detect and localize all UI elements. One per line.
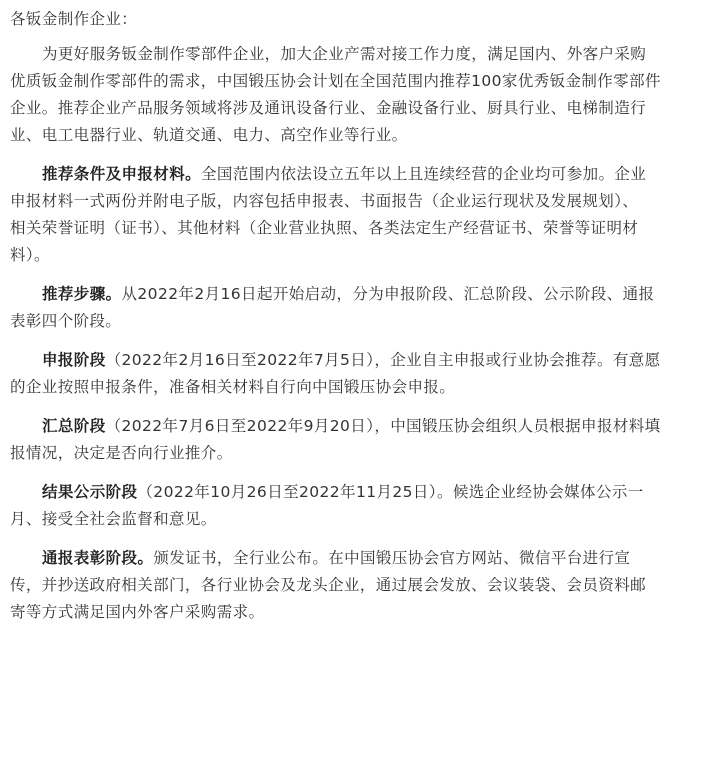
steps-heading: 推荐步骤。 [42, 285, 122, 303]
intro-line: 企业。推荐企业产品服务领域将涉及通讯设备行业、金融设备行业、厨具行业、电梯制造行 [10, 99, 647, 117]
intro-line: 业、电工电器行业、轨道交通、电力、高空作业等行业。 [10, 126, 408, 144]
intro-line: 为更好服务钣金制作零部件企业，加大企业产需对接工作力度，满足国内、外客户采购 [42, 45, 647, 63]
stage-summary-text: （2022年7月6日至2022年9月20日），中国锻压协会组织人员根据申报材料填 [105, 417, 661, 435]
conditions-first-line [10, 161, 695, 188]
stage-apply-paragraph [10, 347, 695, 401]
intro-line: 优质钣金制作零部件的需求，中国锻压协会计划在全国范围内推荐100家优秀钣金制作零部件 [10, 72, 661, 90]
stage-summary-paragraph [10, 413, 695, 467]
stage-apply-heading: 申报阶段 [42, 351, 106, 369]
conditions-heading: 推荐条件及申报材料。 [42, 165, 202, 183]
stage-publicity-heading: 结果公示阶段 [42, 483, 138, 501]
stage-publicity-line: 月、接受全社会监督和意见。 [10, 510, 217, 528]
stage-publicity-text: （2022年10月26日至2022年11月25日）。候选企业经协会媒体公示一 [137, 483, 644, 501]
stage-publicity-paragraph [10, 479, 695, 533]
conditions-line: 相关荣誉证明（证书）、其他材料（企业营业执照、各类法定生产经营证书、荣誉等证明材 [10, 219, 639, 237]
steps-first-line [10, 281, 695, 308]
stage-summary-first-line [10, 413, 695, 440]
stage-commend-heading: 通报表彰阶段。 [42, 549, 154, 567]
stage-apply-first-line [10, 347, 695, 374]
stage-commend-line: 寄等方式满足国内外客户采购需求。 [10, 603, 265, 621]
steps-text: 从2022年2月16日起开始启动，分为申报阶段、汇总阶段、公示阶段、通报 [121, 285, 655, 303]
stage-commend-line: 传，并抄送政府相关部门，各行业协会及龙头企业，通过展会发放、会议装袋、会员资料邮 [10, 576, 647, 594]
steps-line: 表彰四个阶段。 [10, 312, 122, 330]
stage-commend-paragraph [10, 545, 695, 626]
conditions-paragraph [10, 161, 695, 269]
stage-commend-first-line [10, 545, 695, 572]
intro-paragraph [10, 41, 695, 149]
stage-apply-text: （2022年2月16日至2022年7月5日），企业自主申报或行业协会推荐。有意愿 [105, 351, 661, 369]
stage-commend-text: 颁发证书，全行业公布。在中国锻压协会官方网站、微信平台进行宣 [153, 549, 631, 567]
conditions-line: 料）。 [10, 246, 50, 264]
salutation: 各钣金制作企业： [10, 10, 138, 28]
stage-summary-heading: 汇总阶段 [42, 417, 106, 435]
stage-apply-line: 的企业按照申报条件，准备相关材料自行向中国锻压协会申报。 [10, 378, 456, 396]
stage-summary-line: 报情况，决定是否向行业推介。 [10, 444, 233, 462]
stage-publicity-first-line [10, 479, 695, 506]
conditions-line: 申报材料一式两份并附电子版，内容包括申报表、书面报告（企业运行现状及发展规划）、 [10, 192, 639, 210]
conditions-text: 全国范围内依法设立五年以上且连续经营的企业均可参加。企业 [201, 165, 647, 183]
steps-paragraph [10, 281, 695, 335]
